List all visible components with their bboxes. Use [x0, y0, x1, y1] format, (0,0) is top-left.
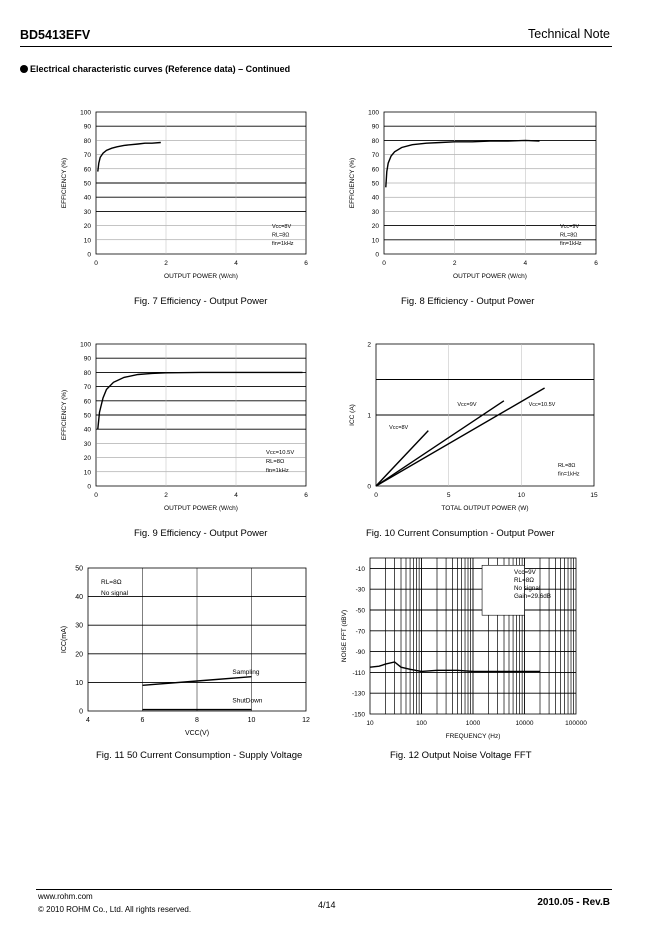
x-tick-label: 0 [94, 260, 98, 267]
x-axis-label: TOTAL OUTPUT POWER (W) [441, 505, 529, 512]
y-tick-label: 0 [375, 251, 379, 259]
bullet-icon [20, 65, 28, 73]
y-tick-label: 2 [367, 341, 371, 349]
y-tick-label: 0 [367, 483, 371, 491]
y-tick-label: 40 [75, 594, 83, 602]
y-tick-label: 40 [371, 194, 379, 202]
x-tick-label: 10000 [515, 720, 534, 727]
y-tick-label: 90 [83, 355, 91, 363]
annotation-text: RL=8Ω [266, 459, 285, 465]
revision: 2010.05 - Rev.B [537, 897, 610, 908]
y-tick-label: 70 [371, 152, 379, 160]
x-tick-label: 6 [304, 260, 308, 267]
fig12-caption: Fig. 12 Output Noise Voltage FFT [390, 750, 532, 761]
part-number: BD5413EFV [20, 28, 91, 42]
data-line-1 [98, 143, 161, 172]
y-tick-label: 40 [83, 194, 91, 202]
annotation-text: RL=8Ω [101, 579, 122, 586]
doc-type: Technical Note [528, 27, 610, 41]
annotation-text: Gain=29.6dB [514, 593, 551, 600]
y-tick-label: -50 [355, 607, 365, 615]
y-axis-label: ICC (A) [349, 404, 356, 426]
y-tick-label: 70 [83, 152, 91, 160]
annotation-text: fin=1kHz [272, 241, 294, 247]
annotation-text: No signal [514, 585, 541, 592]
x-axis-label: FREQUENCY (Hz) [445, 733, 501, 740]
y-tick-label: 90 [83, 123, 91, 131]
annotation-text: RL=8Ω [272, 232, 290, 239]
annotation-text: Vcc=9V [560, 224, 580, 230]
y-tick-label: 0 [79, 708, 83, 716]
y-tick-label: -130 [351, 690, 365, 698]
y-tick-label: 70 [83, 384, 91, 392]
x-tick-label: 0 [374, 492, 378, 499]
y-tick-label: 30 [83, 208, 91, 216]
series-label: Vcc=9V [457, 401, 477, 408]
x-tick-label: 4 [523, 260, 528, 267]
x-tick-label: 0 [382, 260, 386, 267]
y-tick-label: 40 [83, 426, 91, 434]
annotation-text: fin=1kHz [558, 471, 580, 478]
fig11-caption: Fig. 11 50 Current Consumption - Supply Voltage [96, 750, 303, 761]
fig8-chart [346, 104, 608, 290]
x-tick-label: 4 [234, 492, 238, 499]
x-tick-label: 2 [164, 260, 168, 267]
y-tick-label: 50 [371, 180, 379, 188]
annotation-text: Vcc=10.5V [266, 450, 295, 456]
x-tick-label: 6 [594, 260, 598, 267]
annotation-text: Vcc=8V [272, 224, 292, 230]
y-tick-label: 60 [83, 398, 91, 406]
x-tick-label: 1000 [465, 720, 481, 727]
y-tick-label: 30 [83, 440, 91, 448]
fig8-caption: Fig. 8 Efficiency - Output Power [401, 296, 535, 307]
x-tick-label: 2 [164, 492, 168, 499]
y-tick-label: 20 [75, 651, 83, 659]
fig10-chart [346, 336, 608, 522]
x-tick-label: 100000 [565, 720, 587, 727]
x-tick-label: 6 [304, 492, 308, 499]
y-tick-label: 20 [83, 223, 91, 231]
y-tick-label: 50 [75, 565, 83, 573]
y-tick-label: 80 [83, 369, 91, 377]
x-tick-label: 12 [302, 717, 310, 724]
y-axis-label: EFFICIENCY (%) [61, 157, 68, 209]
y-tick-label: 10 [75, 679, 83, 687]
x-tick-label: 5 [446, 492, 451, 499]
series-label: Vcc=10.5V [528, 401, 556, 408]
fig9-caption: Fig. 9 Efficiency - Output Power [134, 528, 268, 539]
x-tick-label: 15 [590, 492, 598, 499]
x-axis-label: OUTPUT POWER (W/ch) [164, 273, 238, 280]
y-tick-label: 60 [83, 166, 91, 174]
y-tick-label: -90 [355, 649, 365, 657]
y-tick-label: 20 [371, 223, 379, 231]
x-tick-label: 2 [452, 260, 457, 267]
y-tick-label: 100 [368, 109, 379, 117]
x-tick-label: 10 [366, 720, 374, 727]
y-tick-label: 1 [367, 412, 371, 420]
y-tick-label: 50 [83, 180, 91, 188]
page-number: 4/14 [318, 900, 336, 910]
footer-rule [36, 889, 612, 890]
annotation-text: RL=8Ω [514, 577, 534, 584]
x-tick-label: 6 [140, 717, 145, 724]
annotation-text: fin=1kHz [266, 468, 289, 474]
annotation-text: RL=8Ω [560, 232, 578, 239]
x-axis-label: OUTPUT POWER (W/ch) [453, 273, 527, 280]
y-tick-label: 10 [371, 237, 379, 245]
footer-copyright: © 2010 ROHM Co., Ltd. All rights reserved. [38, 905, 192, 914]
x-tick-label: 10 [247, 717, 256, 724]
footer-url[interactable]: www.rohm.com [38, 892, 93, 901]
y-tick-label: -70 [355, 628, 365, 636]
section-heading [20, 64, 290, 74]
y-axis-label: ICC(mA) [61, 625, 68, 654]
y-tick-label: 0 [87, 251, 91, 259]
y-axis-label: EFFICIENCY (%) [349, 157, 356, 209]
y-axis-label: EFFICIENCY (%) [61, 389, 68, 441]
x-axis-label: VCC(V) [184, 730, 210, 737]
y-tick-label: 10 [83, 237, 91, 245]
x-axis-label: OUTPUT POWER (W/ch) [164, 505, 238, 512]
x-tick-label: 10 [517, 492, 525, 499]
y-tick-label: 80 [371, 137, 379, 145]
x-tick-label: 4 [234, 260, 238, 267]
y-tick-label: 30 [371, 208, 379, 216]
data-line-1 [376, 431, 428, 486]
fig11-chart [58, 556, 320, 750]
y-tick-label: -30 [355, 586, 365, 594]
y-axis-label: NOISE FFT (dBV) [341, 609, 348, 663]
y-tick-label: 30 [75, 622, 83, 630]
x-tick-label: 100 [416, 720, 427, 727]
fig7-chart [58, 104, 320, 290]
data-line-1 [386, 140, 540, 187]
data-line-1 [370, 662, 540, 671]
fig9-chart [58, 336, 320, 522]
annotation-text: No signal [101, 590, 129, 597]
y-tick-label: 90 [371, 123, 379, 131]
x-tick-label: 4 [86, 717, 90, 724]
data-line-2 [376, 401, 504, 486]
section-title: Electrical characteristic curves (Reference data) – Continued [30, 64, 291, 74]
series-label: ShutDown [232, 697, 263, 705]
y-tick-label: -150 [351, 711, 365, 719]
series-label: Vcc=8V [389, 425, 409, 432]
fig7-caption: Fig. 7 Efficiency - Output Power [134, 296, 268, 307]
fig12-chart [336, 552, 608, 748]
annotation-text: Vcc=9V [514, 569, 536, 576]
y-tick-label: -110 [352, 669, 365, 677]
y-tick-label: 10 [83, 469, 91, 477]
y-tick-label: 100 [80, 341, 91, 349]
y-tick-label: 0 [87, 483, 91, 491]
annotation-text: RL=8Ω [558, 463, 576, 469]
y-tick-label: 80 [83, 137, 91, 145]
y-tick-label: -10 [355, 565, 365, 573]
fig10-caption: Fig. 10 Current Consumption - Output Power [366, 528, 555, 539]
header-rule [20, 46, 612, 47]
series-label: Sampling [232, 668, 260, 676]
y-tick-label: 60 [371, 166, 379, 174]
x-tick-label: 8 [195, 717, 199, 724]
annotation-text: fin=1kHz [560, 241, 582, 247]
x-tick-label: 0 [94, 492, 98, 499]
y-tick-label: 50 [83, 412, 91, 420]
y-tick-label: 100 [80, 109, 91, 117]
y-tick-label: 20 [83, 455, 91, 463]
